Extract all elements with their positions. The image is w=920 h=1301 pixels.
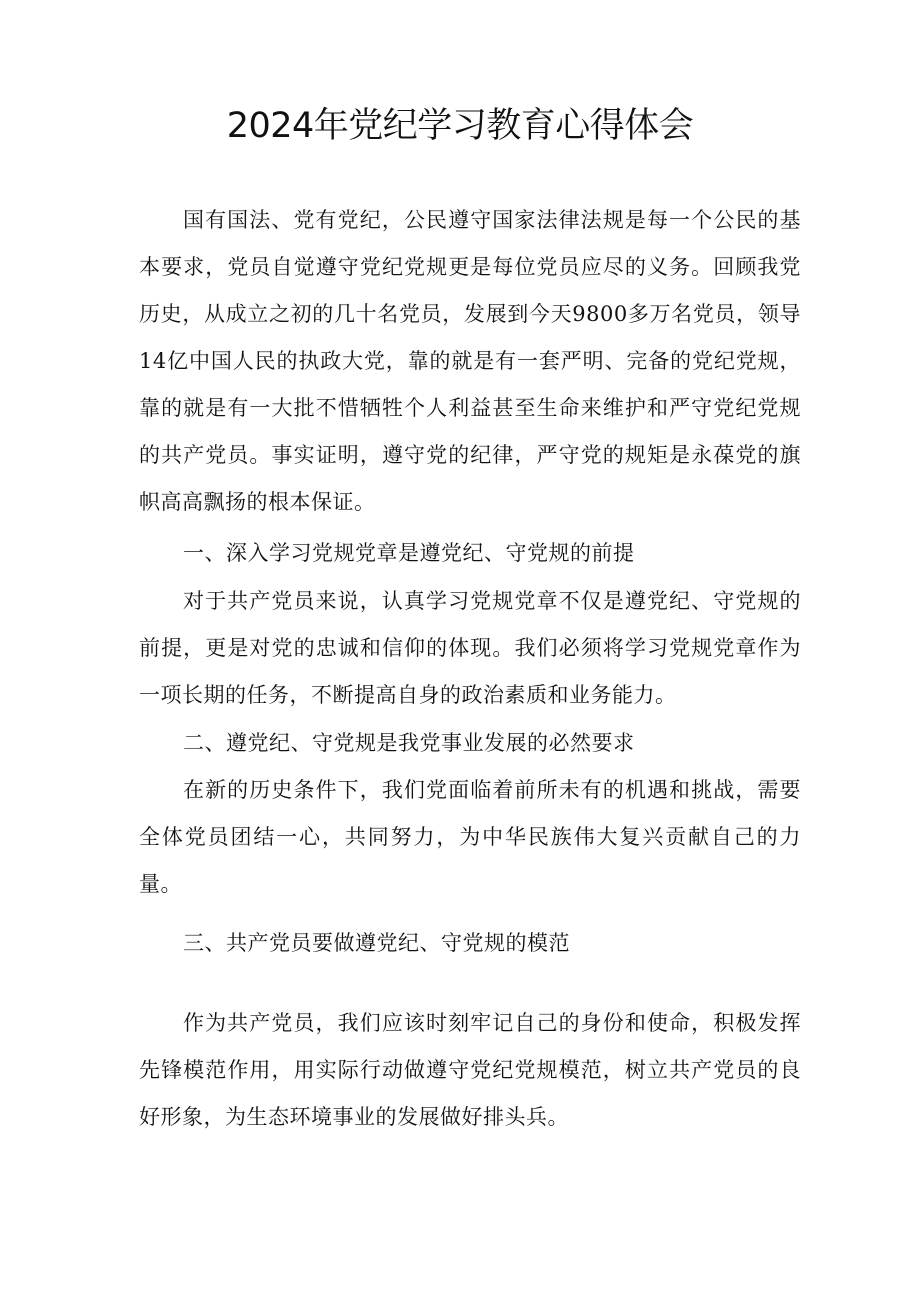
document-title: 2024年党纪学习教育心得体会 [226, 106, 694, 146]
section-paragraph-3: 作为共产党员，我们应该时刻牢记自己的身份和使命，积极发挥先锋模范作用，用实际行动做遵守党纪党规模范，树立共产党员的良好形象，为生态环境事业的发展做好排头兵。 [139, 1011, 801, 1129]
intro-paragraph: 国有国法、党有党纪，公民遵守国家法律法规是每一个公民的基本要求，党员自觉遵守党纪党规更是每位党员应尽的义务。回顾我党历史，从成立之初的几十名党员，发展到今天9800多万名党员，领导14亿中国人民的执政大党，靠的就是有一套严明、完备的党纪党规，靠的就是有一大批不惜牺牲个人利益甚至生命来维护和严守党纪党规的共产党员。事实证明，遵守党的纪律，严守党的规矩是永葆党的旗帜高高飘扬的根本保证。 [139, 208, 801, 514]
section-paragraph-1: 对于共产党员来说，认真学习党规党章不仅是遵党纪、守党规的前提，更是对党的忠诚和信仰的体现。我们必须将学习党规党章作为一项长期的任务，不断提高自身的政治素质和业务能力。 [139, 589, 801, 707]
section-heading-1: 一、深入学习党规党章是遵党纪、守党规的前提 [183, 541, 635, 565]
section-heading-3: 三、共产党员要做遵党纪、守党规的模范 [183, 931, 570, 955]
section-paragraph-2: 在新的历史条件下，我们党面临着前所未有的机遇和挑战，需要全体党员团结一心，共同努力，为中华民族伟大复兴贡献自己的力量。 [139, 778, 801, 896]
section-heading-2: 二、遵党纪、守党规是我党事业发展的必然要求 [183, 731, 635, 755]
